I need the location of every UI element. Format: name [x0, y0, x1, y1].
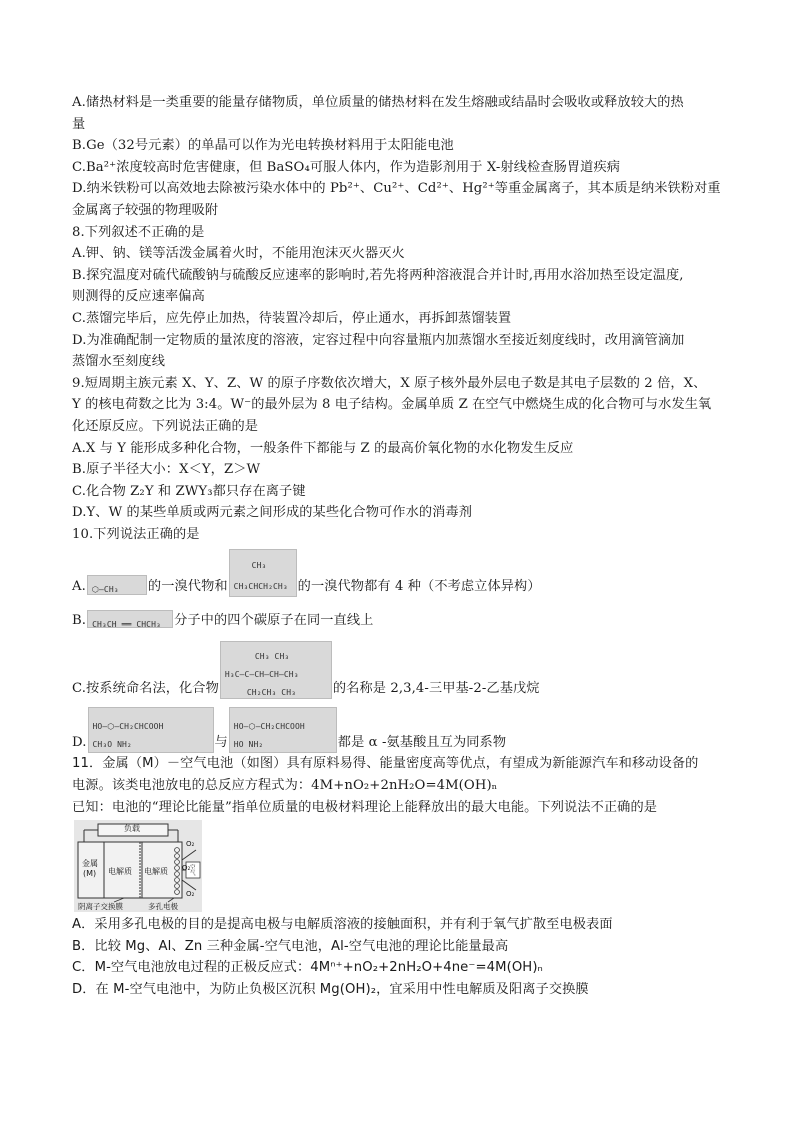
amino-acid-1-top: HO—⬡—CH₂CHCOOH	[92, 722, 164, 732]
q11-option-a: A．采用多孔电极的目的是提高电极与电解质溶液的接触面积，并有利于氧气扩散至电极表面	[72, 917, 613, 933]
q9-option-d: D.Y、W 的某些单质或两元素之间形成的某些化合物可作水的消毒剂	[72, 505, 473, 521]
label-anion-membrane: 阴离子交换膜	[78, 902, 123, 912]
q8-option-a: A.钾、钠、镁等活泼金属着火时，不能用泡沫灭火器灭火	[72, 246, 405, 262]
q11-option-c: C．M-空气电池放电过程的正极反应式：4Mⁿ⁺+nO₂+2nH₂O+4ne⁻=4M(OH)ₙ	[72, 960, 543, 976]
q10-option-a	[72, 547, 722, 597]
q11-stem-2: 电源。该类电池放电的总反应方程式为：4M+nO₂+2nH₂O=4M(OH)ₙ	[72, 778, 498, 794]
amino-acid-2-bottom: HO NH₂	[233, 740, 264, 750]
butene-structure-image	[87, 610, 173, 628]
q10-d-label: D.	[72, 734, 87, 750]
q9-stem-1: 9.短周期主族元素 X、Y、Z、W 的原子序数依次增大，X 原子核外最外层电子数是其电子层数的 2 倍，X、	[72, 375, 707, 391]
q7-option-b: B.Ge（32号元素）的单晶可以作为光电转换材料用于太阳能电池	[72, 138, 454, 154]
q9-stem-2: Y 的核电荷数之比为 3:4。W⁻的最外层为 8 电子结构。金属单质 Z 在空气中燃烧生成的化合物可与水发生氧	[72, 397, 712, 413]
q10-option-d	[72, 705, 722, 753]
q8-option-b: B.探究温度对硫代硫酸钠与硫酸反应速率的影响时,若先将两种溶液混合并计时,再用水浴加热至设定温度,	[72, 267, 684, 283]
label-air: 空气	[190, 865, 196, 878]
q9-stem-3: 化还原反应。下列说法正确的是	[72, 418, 259, 434]
label-load: 负载	[124, 824, 140, 834]
q11-stem-3: 已知：电池的“理论比能量”指单位质量的电极材料理论上能释放出的最大电能。下列说法不正确的是	[72, 799, 658, 815]
label-o2-top: O₂	[186, 840, 195, 849]
q8-option-d: D.为准确配制一定物质的量浓度的溶液，定容过程中向容量瓶内加蒸馏水至接近刻度线时，改用滴管滴加	[72, 332, 685, 348]
q11-stem-1: 11．金属（M）－空气电池（如图）具有原料易得、能量密度高等优点，有望成为新能源汽车和移动设备的	[72, 756, 699, 772]
q11-option-b: B．比较 Mg、Al、Zn 三种金属-空气电池，Al-空气电池的理论比能量最高	[72, 938, 509, 954]
q8-stem: 8.下列叙述不正确的是	[72, 224, 205, 240]
label-porous-electrode: 多孔电极	[148, 902, 178, 912]
q10-d-post: 都是 α -氨基酸且互为同系物	[337, 734, 507, 750]
battery-diagram	[74, 820, 202, 912]
q7-option-d-cont: 金属离子较强的物理吸附	[72, 202, 219, 218]
q8-option-c: C.蒸馏完毕后，应先停止加热，待装置冷却后，停止通水，再拆卸蒸馏装置	[72, 310, 512, 326]
isobutane-chain: CH₃CHCH₂CH₃	[233, 582, 288, 592]
label-electrolyte-2: 电解质	[144, 867, 168, 877]
label-o2-middle: O₂	[182, 864, 191, 873]
alkane-branches-top: CH₃ CH₃	[254, 652, 290, 662]
q10-b-post: 分子中的四个碳原子在同一直线上	[174, 612, 374, 628]
q9-option-b: B.原子半径大小：X＜Y，Z＞W	[72, 462, 261, 478]
q10-stem: 10.下列说法正确的是	[72, 526, 200, 542]
toluene-formula: ⬡—CH₃	[91, 585, 119, 595]
q10-b-label: B.	[72, 612, 87, 628]
label-metal-m: (M)	[83, 869, 97, 879]
q7-option-a-cont: 量	[72, 116, 86, 132]
label-metal: 金属	[82, 859, 98, 869]
butene-formula: CH₃CH ══ CHCH₃	[92, 620, 161, 630]
q8-option-b-cont: 则测得的反应速率偏高	[72, 289, 205, 305]
alkane-branches-bottom: CH₂CH₃ CH₃	[246, 688, 297, 698]
q10-c-post: 的名称是 2,3,4-三甲基-2-乙基戊烷	[332, 680, 540, 696]
exam-page	[72, 92, 722, 1001]
q10-a-post: 的一溴代物都有 4 种（不考虑立体异构）	[297, 578, 541, 594]
alkane-main-chain: H₃C—C—CH—CH—CH₃	[224, 670, 299, 680]
isobutane-structure-image	[229, 549, 297, 597]
q10-option-b	[72, 605, 722, 631]
q7-option-a: A.储热材料是一类重要的能量存储物质，单位质量的储热材料在发生熔融或结晶时会吸收或释放较大的热	[72, 95, 684, 110]
q8-option-d-cont: 蒸馏水至刻度线	[72, 354, 166, 370]
amino-acid-2-image	[229, 707, 337, 753]
toluene-structure-image	[87, 575, 147, 595]
q9-option-a: A.X 与 Y 能形成多种化合物，一般条件下都能与 Z 的最高价氧化物的水化物发生反应	[72, 440, 574, 456]
q10-d-mid: 与	[214, 734, 228, 750]
q10-a-mid: 的一溴代物和	[147, 578, 228, 594]
amino-acid-1-bottom: CH₃O NH₂	[92, 740, 132, 750]
q7-option-d: D.纳米铁粉可以高效地去除被污染水体中的 Pb²⁺、Cu²⁺、Cd²⁺、Hg²⁺等重金属离子，其本质是纳米铁粉对重	[72, 181, 721, 197]
label-electrolyte-1: 电解质	[108, 867, 132, 877]
isobutane-branch: CH₃	[251, 561, 267, 571]
q10-option-c	[72, 639, 722, 699]
label-o2-bottom: O₂	[186, 890, 195, 899]
q10-a-label: A.	[72, 578, 86, 594]
q11-option-d: D．在 M-空气电池中，为防止负极区沉积 Mg(OH)₂，宜采用中性电解质及阳离子交换膜	[72, 982, 589, 998]
amino-acid-2-top: HO—⬡—CH₂CHCOOH	[233, 722, 305, 732]
alkane-structure-image	[220, 641, 332, 699]
q7-option-c: C.Ba²⁺浓度较高时危害健康，但 BaSO₄可服人体内，作为造影剂用于 X-射线检查肠胃道疾病	[72, 159, 621, 175]
q10-c-pre: C.按系统命名法，化合物	[72, 680, 219, 696]
amino-acid-1-image	[88, 707, 214, 753]
q9-option-c: C.化合物 Z₂Y 和 ZWY₃都只存在离子键	[72, 483, 306, 499]
